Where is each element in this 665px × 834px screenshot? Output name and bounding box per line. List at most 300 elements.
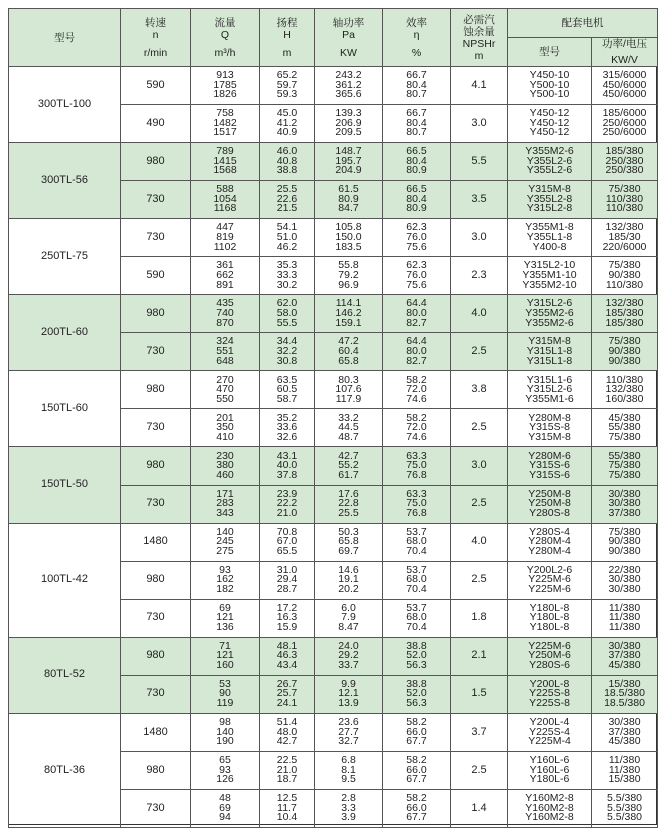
head-value: 59.3	[276, 88, 298, 101]
motor-type-value: Y160M2-8	[525, 801, 574, 814]
flow-value: 1826	[213, 88, 237, 101]
head-value: 43.1	[276, 449, 298, 462]
motor-type-value: Y180L-8	[529, 601, 570, 614]
flow-cell	[191, 181, 260, 219]
head-cell	[260, 523, 315, 561]
efficiency-value: 70.4	[406, 544, 427, 557]
head-value: 43.4	[276, 659, 298, 672]
motor-power-voltage-value: 75/380	[608, 459, 641, 472]
efficiency-value: 58.2	[406, 411, 427, 424]
npsh-cell: 3.0	[451, 447, 508, 485]
motor-type-value: Y315S-6	[529, 468, 570, 481]
header-speed-symbol: n	[152, 28, 159, 41]
flow-value: 245	[216, 535, 234, 548]
head-value: 23.9	[276, 487, 298, 500]
motor-power-voltage-value: 132/380	[605, 297, 644, 310]
motor-power-voltage-value: 11/380	[608, 601, 641, 614]
efficiency-value: 76.8	[406, 468, 427, 481]
motor-power-voltage-value: 75/380	[608, 183, 641, 196]
head-value: 58.7	[276, 392, 298, 405]
efficiency-value: 67.7	[406, 735, 427, 748]
flow-value: 819	[216, 230, 234, 243]
power-value: 44.5	[338, 421, 359, 434]
model-cell: 100TL-42	[9, 523, 121, 637]
flow-cell	[191, 295, 260, 333]
motor-power-voltage-cell	[592, 333, 658, 371]
head-cell	[260, 219, 315, 257]
head-cell	[260, 789, 315, 827]
efficiency-value: 38.8	[406, 677, 427, 690]
head-value: 51.0	[276, 230, 298, 243]
efficiency-value: 66.5	[406, 183, 427, 196]
power-value: 19.1	[338, 573, 359, 586]
motor-power-voltage-value: 37/380	[608, 506, 641, 519]
motor-type-value: Y355L2-6	[526, 154, 573, 167]
efficiency-cell	[383, 637, 451, 675]
speed-cell: 730	[121, 409, 191, 447]
motor-power-voltage-value: 250/380	[605, 154, 644, 167]
motor-power-voltage-value: 90/380	[608, 544, 641, 557]
head-value: 40.9	[276, 126, 298, 139]
power-value: 105.8	[335, 221, 362, 234]
head-value: 65.5	[276, 544, 298, 557]
flow-cell	[191, 485, 260, 523]
power-value: 69.7	[338, 544, 359, 557]
power-cell	[315, 789, 383, 827]
flow-value: 140	[216, 725, 234, 738]
speed-cell: 730	[121, 675, 191, 713]
head-value: 54.1	[276, 221, 298, 234]
flow-value: 126	[216, 773, 234, 786]
header-flow	[191, 9, 260, 67]
motor-power-voltage-value: 30/380	[608, 487, 641, 500]
flow-cell	[191, 143, 260, 181]
motor-power-voltage-value: 185/380	[605, 316, 644, 329]
power-value: 6.0	[341, 601, 356, 614]
motor-power-voltage-value: 30/380	[608, 497, 641, 510]
power-value: 6.8	[341, 753, 356, 766]
flow-value: 94	[219, 811, 231, 824]
flow-value: 171	[216, 487, 234, 500]
header-npsh-unit: m	[474, 49, 484, 62]
power-cell	[315, 67, 383, 105]
head-value: 67.0	[276, 535, 298, 548]
power-value: 61.5	[338, 183, 359, 196]
power-value: 146.2	[335, 307, 362, 319]
head-value: 60.5	[276, 383, 298, 396]
motor-type-value: Y250M-6	[528, 649, 571, 662]
model-cell: 200TL-60	[9, 295, 121, 371]
head-value: 21.0	[276, 506, 298, 519]
table-row	[9, 523, 658, 561]
head-cell	[260, 295, 315, 333]
head-cell	[260, 257, 315, 295]
head-cell	[260, 409, 315, 447]
power-value: 24.0	[338, 639, 359, 652]
head-cell	[260, 143, 315, 181]
flow-value: 136	[216, 620, 234, 633]
efficiency-cell	[383, 371, 451, 409]
flow-value: 588	[216, 183, 234, 196]
flow-value: 182	[216, 582, 234, 595]
motor-type-cell	[508, 257, 592, 295]
flow-value: 201	[216, 411, 234, 424]
power-value: 80.3	[338, 373, 359, 386]
head-cell	[260, 67, 315, 105]
power-cell	[315, 143, 383, 181]
motor-power-voltage-value: 185/6000	[602, 107, 647, 120]
npsh-cell: 1.4	[451, 789, 508, 827]
power-value: 14.6	[338, 563, 359, 576]
motor-type-value: Y200L2-6	[526, 563, 573, 576]
motor-type-value: Y355L1-8	[526, 230, 573, 243]
motor-power-voltage-cell	[592, 181, 658, 219]
flow-value: 662	[216, 268, 234, 281]
efficiency-cell	[383, 599, 451, 637]
motor-type-value: Y355L2-8	[526, 192, 573, 205]
motor-type-value: Y225S-4	[529, 725, 570, 738]
motor-type-cell	[508, 637, 592, 675]
flow-value: 410	[216, 430, 234, 443]
motor-power-voltage-value: 110/380	[605, 202, 644, 215]
efficiency-value: 74.6	[406, 430, 427, 443]
efficiency-value: 52.0	[406, 649, 427, 662]
power-value: 29.2	[338, 649, 359, 662]
motor-power-voltage-value: 18.5/380	[604, 697, 645, 710]
power-value: 12.1	[338, 687, 359, 700]
motor-type-value: Y315L2-6	[526, 383, 573, 396]
motor-power-voltage-value: 90/380	[608, 535, 641, 548]
head-value: 62.0	[276, 297, 298, 310]
motor-type-value: Y450-10	[529, 69, 570, 82]
motor-type-value: Y355M1-8	[525, 221, 574, 234]
motor-type-value: Y200L-4	[529, 715, 570, 728]
flow-value: 550	[216, 392, 234, 405]
motor-type-value: Y280M-8	[528, 411, 571, 424]
head-cell	[260, 333, 315, 371]
header-motor: 配套电机	[508, 9, 658, 38]
efficiency-value: 66.7	[406, 107, 427, 120]
power-cell	[315, 675, 383, 713]
motor-type-value: Y500-10	[529, 78, 570, 91]
efficiency-cell	[383, 67, 451, 105]
flow-value: 140	[216, 525, 234, 538]
efficiency-cell	[383, 447, 451, 485]
flow-value: 1785	[213, 78, 237, 91]
efficiency-cell	[383, 713, 451, 751]
head-value: 55.5	[276, 316, 298, 329]
motor-power-voltage-value: 11/380	[608, 753, 641, 766]
efficiency-value: 68.0	[406, 611, 427, 624]
flow-value: 789	[216, 145, 234, 158]
npsh-cell: 2.5	[451, 333, 508, 371]
head-value: 35.3	[276, 259, 298, 272]
flow-value: 350	[216, 421, 234, 434]
speed-cell: 980	[121, 637, 191, 675]
header-npsh	[451, 9, 508, 67]
motor-power-voltage-value: 90/380	[608, 345, 641, 358]
header-power-label: 轴功率	[332, 16, 365, 29]
head-cell	[260, 105, 315, 143]
head-value: 15.9	[276, 620, 298, 633]
motor-type-cell	[508, 105, 592, 143]
power-cell	[315, 105, 383, 143]
power-value: 3.9	[341, 811, 356, 824]
flow-cell	[191, 371, 260, 409]
motor-type-cell	[508, 713, 592, 751]
motor-type-cell	[508, 561, 592, 599]
flow-value: 740	[216, 307, 234, 319]
efficiency-value: 82.7	[406, 316, 427, 329]
efficiency-value: 64.4	[406, 335, 427, 348]
motor-power-voltage-value: 30/380	[608, 573, 641, 586]
head-value: 22.2	[276, 497, 298, 510]
header-power-symbol: Pa	[342, 28, 355, 41]
efficiency-cell	[383, 181, 451, 219]
header-model: 型号	[9, 9, 121, 67]
motor-power-voltage-value: 185/380	[605, 145, 644, 158]
power-value: 117.9	[335, 392, 362, 405]
efficiency-value: 52.0	[406, 687, 427, 700]
npsh-cell: 2.5	[451, 561, 508, 599]
head-value: 46.3	[276, 649, 298, 662]
motor-power-voltage-value: 30/380	[608, 582, 641, 595]
motor-type-value: Y315L1-8	[526, 345, 573, 358]
motor-power-voltage-cell	[592, 371, 658, 409]
motor-power-voltage-cell	[592, 105, 658, 143]
motor-type-value: Y355M2-6	[525, 316, 574, 329]
efficiency-cell	[383, 105, 451, 143]
motor-power-voltage-value: 15/380	[608, 773, 641, 786]
head-value: 21.5	[276, 202, 298, 215]
flow-cell	[191, 637, 260, 675]
power-value: 8.47	[338, 620, 359, 633]
motor-power-voltage-cell	[592, 675, 658, 713]
motor-type-value: Y225M-4	[528, 735, 571, 748]
power-value: 20.2	[338, 582, 359, 595]
header-head	[260, 9, 315, 67]
flow-value: 121	[216, 649, 234, 662]
motor-power-voltage-cell	[592, 789, 658, 827]
flow-cell	[191, 333, 260, 371]
motor-power-voltage-cell	[592, 219, 658, 257]
power-value: 65.8	[338, 535, 359, 548]
efficiency-value: 67.7	[406, 811, 427, 824]
efficiency-value: 80.0	[406, 345, 427, 358]
flow-value: 121	[216, 611, 234, 624]
head-cell	[260, 751, 315, 789]
head-value: 63.5	[276, 373, 298, 386]
flow-value: 90	[219, 687, 231, 700]
header-speed-label: 转速	[145, 16, 166, 29]
motor-type-value: Y315L2-6	[526, 297, 573, 310]
npsh-cell: 2.5	[451, 751, 508, 789]
efficiency-value: 63.3	[406, 449, 427, 462]
speed-cell: 730	[121, 789, 191, 827]
motor-type-value: Y250M-8	[528, 487, 571, 500]
motor-power-voltage-value: 450/6000	[602, 78, 647, 91]
head-value: 12.5	[276, 792, 298, 805]
power-value: 195.7	[335, 154, 362, 167]
speed-cell: 730	[121, 181, 191, 219]
efficiency-value: 66.5	[406, 145, 427, 158]
motor-type-value: Y160M2-8	[525, 811, 574, 824]
header-power	[315, 9, 383, 67]
efficiency-value: 68.0	[406, 573, 427, 586]
head-value: 22.5	[276, 753, 298, 766]
motor-power-voltage-value: 185/380	[605, 307, 644, 319]
motor-type-value: Y355L2-6	[526, 164, 573, 177]
efficiency-value: 75.0	[406, 497, 427, 510]
efficiency-cell	[383, 485, 451, 523]
efficiency-cell	[383, 523, 451, 561]
motor-power-voltage-value: 75/380	[608, 525, 641, 538]
efficiency-value: 76.8	[406, 506, 427, 519]
head-value: 45.0	[276, 107, 298, 120]
power-value: 32.7	[338, 735, 359, 748]
motor-type-value: Y225M-6	[528, 582, 571, 595]
motor-power-voltage-value: 132/380	[605, 383, 644, 396]
motor-power-voltage-cell	[592, 409, 658, 447]
flow-value: 551	[216, 345, 234, 358]
efficiency-value: 72.0	[406, 421, 427, 434]
motor-type-cell	[508, 219, 592, 257]
motor-power-voltage-value: 5.5/380	[606, 801, 643, 814]
header-efficiency	[383, 9, 451, 67]
efficiency-value: 70.4	[406, 620, 427, 633]
head-value: 37.8	[276, 468, 298, 481]
head-cell	[260, 637, 315, 675]
model-cell: 250TL-75	[9, 219, 121, 295]
head-cell	[260, 561, 315, 599]
motor-power-voltage-value: 11/380	[608, 763, 641, 776]
motor-type-value: Y180L-8	[529, 611, 570, 624]
model-cell: 300TL-100	[9, 67, 121, 143]
efficiency-value: 66.0	[406, 725, 427, 738]
power-value: 96.9	[338, 278, 359, 291]
table-row	[9, 219, 658, 257]
head-value: 25.5	[276, 183, 298, 196]
power-value: 150.0	[335, 230, 362, 243]
head-value: 29.4	[276, 573, 298, 586]
efficiency-value: 56.3	[406, 697, 427, 710]
power-value: 8.1	[341, 763, 356, 776]
table-row	[9, 637, 658, 675]
motor-power-voltage-value: 75/380	[608, 259, 641, 272]
power-value: 2.8	[341, 792, 356, 805]
power-value: 55.8	[338, 259, 359, 272]
flow-value: 758	[216, 107, 234, 120]
motor-power-voltage-value: 90/380	[608, 354, 641, 367]
efficiency-value: 58.2	[406, 792, 427, 805]
flow-cell	[191, 105, 260, 143]
efficiency-value: 80.4	[406, 192, 427, 205]
npsh-cell: 1.8	[451, 599, 508, 637]
power-cell	[315, 599, 383, 637]
motor-type-value: Y355M2-6	[525, 145, 574, 158]
motor-type-value: Y315S-8	[529, 421, 570, 434]
motor-type-value: Y280S-6	[529, 659, 570, 672]
head-value: 46.0	[276, 145, 298, 158]
npsh-cell: 3.5	[451, 181, 508, 219]
motor-type-cell	[508, 675, 592, 713]
table-row	[9, 713, 658, 751]
flow-value: 71	[219, 639, 231, 652]
motor-type-value: Y160M2-8	[525, 792, 574, 805]
npsh-cell: 5.5	[451, 143, 508, 181]
head-value: 70.8	[276, 525, 298, 538]
power-value: 47.2	[338, 335, 359, 348]
power-value: 22.8	[338, 497, 359, 510]
motor-power-voltage-value: 45/380	[608, 735, 641, 748]
motor-power-voltage-value: 110/380	[605, 192, 644, 205]
flow-cell	[191, 751, 260, 789]
power-value: 243.2	[335, 69, 362, 82]
head-cell	[260, 599, 315, 637]
motor-type-value: Y315L2-10	[523, 259, 576, 272]
power-value: 183.5	[335, 240, 362, 253]
efficiency-value: 80.4	[406, 78, 427, 91]
motor-type-cell	[508, 447, 592, 485]
flow-value: 447	[216, 221, 234, 234]
efficiency-value: 74.6	[406, 392, 427, 405]
head-value: 40.8	[276, 154, 298, 167]
motor-power-voltage-value: 22/380	[608, 563, 641, 576]
head-value: 26.7	[276, 677, 298, 690]
motor-type-value: Y180L-8	[529, 620, 570, 633]
motor-type-value: Y315M-8	[528, 183, 571, 196]
model-cell: 80TL-52	[9, 637, 121, 713]
speed-cell: 590	[121, 67, 191, 105]
head-value: 33.6	[276, 421, 298, 434]
power-value: 9.5	[341, 773, 356, 786]
efficiency-value: 64.4	[406, 297, 427, 310]
motor-type-value: Y450-12	[529, 126, 570, 139]
efficiency-value: 66.0	[406, 763, 427, 776]
flow-value: 380	[216, 459, 234, 472]
header-flow-unit: m³/h	[214, 46, 236, 59]
table-row	[9, 295, 658, 333]
motor-power-voltage-value: 75/380	[608, 335, 641, 348]
motor-power-voltage-cell	[592, 447, 658, 485]
npsh-cell: 4.0	[451, 295, 508, 333]
flow-value: 230	[216, 449, 234, 462]
flow-value: 470	[216, 383, 234, 396]
head-value: 31.0	[276, 563, 298, 576]
motor-power-voltage-value: 30/380	[608, 639, 641, 652]
header-motor-pv-unit: KW/V	[611, 54, 638, 66]
power-value: 3.3	[341, 801, 356, 814]
npsh-cell: 4.0	[451, 523, 508, 561]
power-cell	[315, 219, 383, 257]
head-value: 16.3	[276, 611, 298, 624]
motor-power-voltage-value: 450/6000	[602, 88, 647, 101]
motor-power-voltage-cell	[592, 295, 658, 333]
header-npsh-line3: NPSHr	[462, 37, 496, 50]
efficiency-value: 38.8	[406, 639, 427, 652]
head-value: 17.2	[276, 601, 298, 614]
power-value: 7.9	[341, 611, 356, 624]
npsh-cell: 3.7	[451, 713, 508, 751]
power-value: 365.6	[335, 88, 362, 101]
head-value: 32.6	[276, 430, 298, 443]
efficiency-cell	[383, 257, 451, 295]
head-value: 22.6	[276, 192, 298, 205]
power-value: 60.4	[338, 345, 359, 358]
motor-type-value: Y315M-8	[528, 430, 571, 443]
head-value: 30.8	[276, 354, 298, 367]
flow-value: 275	[216, 544, 234, 557]
